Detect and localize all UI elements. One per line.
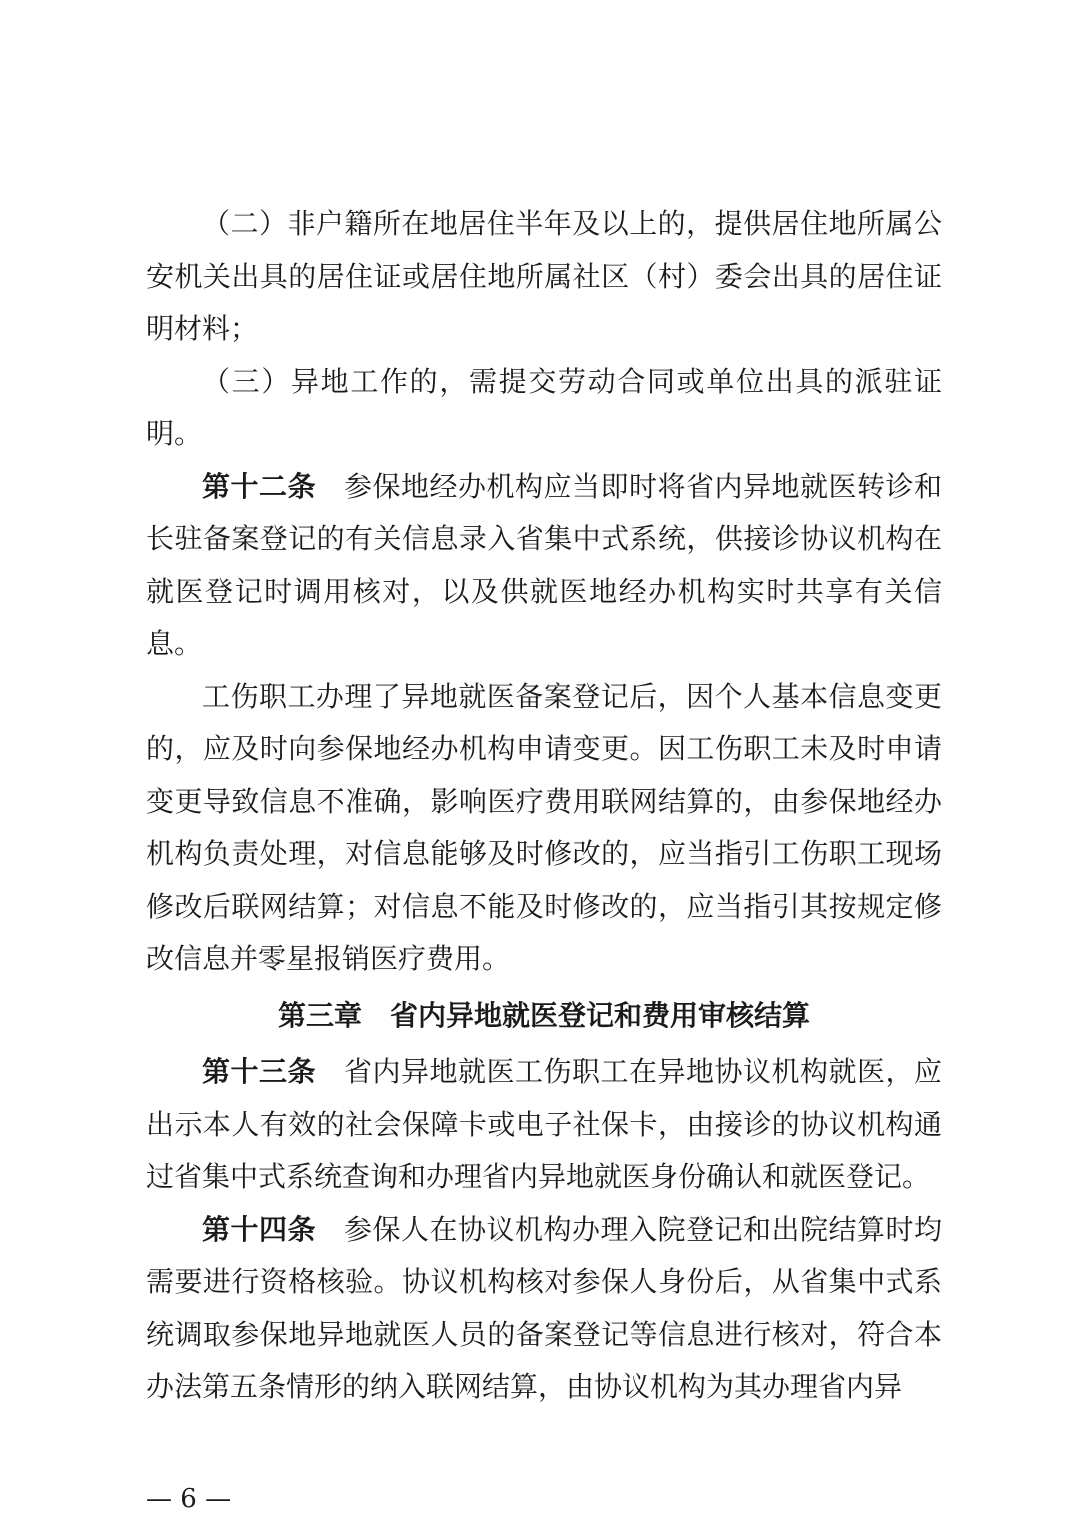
article-13: 第十三条 省内异地就医工伤职工在异地协议机构就医，应出示本人有效的社会保障卡或电子社保卡，由接诊的协议机构通过省集中式系统查询和办理省内异地就医身份确认和就医登记。 xyxy=(146,1055,942,1193)
chapter-title: 省内异地就医登记和费用审核结算 xyxy=(390,998,811,1032)
article-label: 第十四条 xyxy=(202,1212,316,1246)
document-body xyxy=(146,198,942,1414)
article-12-paragraph-2: 工伤职工办理了异地就医备案登记后，因个人基本信息变更的，应及时向参保地经办机构申请变更。因工伤职工未及时申请变更导致信息不准确，影响医疗费用联网结算的，由参保地经办机构负责处理，对信息能够及时修改的，应当指引工伤职工现场修改后联网结算；对信息不能及时修改的，应当指引其按规定修改信息并零星报销医疗费用。 xyxy=(146,679,942,975)
chapter-number: 第三章 xyxy=(277,998,362,1032)
article-label: 第十二条 xyxy=(202,469,316,503)
article-label: 第十三条 xyxy=(202,1055,316,1088)
chapter-heading xyxy=(146,990,942,1043)
article-12: 第十二条 参保地经办机构应当即时将省内异地就医转诊和长驻备案登记的有关信息录入省集中式系统，供接诊协议机构在就医登记时调用核对，以及供就医地经办机构实时共享有关信息。 xyxy=(146,469,942,660)
page-number: — 6 — xyxy=(146,1484,232,1514)
paragraph-item-3: （三）异地工作的，需提交劳动合同或单位出具的派驻证明。 xyxy=(146,364,942,450)
paragraph-item-2: （二）非户籍所在地居住半年及以上的，提供居住地所属公安机关出具的居住证或居住地所属社区（村）委会出具的居住证明材料； xyxy=(146,207,942,345)
article-14: 第十四条 参保人在协议机构办理入院登记和出院结算时均需要进行资格核验。协议机构核对参保人身份后，从省集中式系统调取参保地异地就医人员的备案登记等信息进行核对，符合本办法第五条情形的纳入联网结算，由协议机构为其办理省内异 xyxy=(146,1212,942,1403)
